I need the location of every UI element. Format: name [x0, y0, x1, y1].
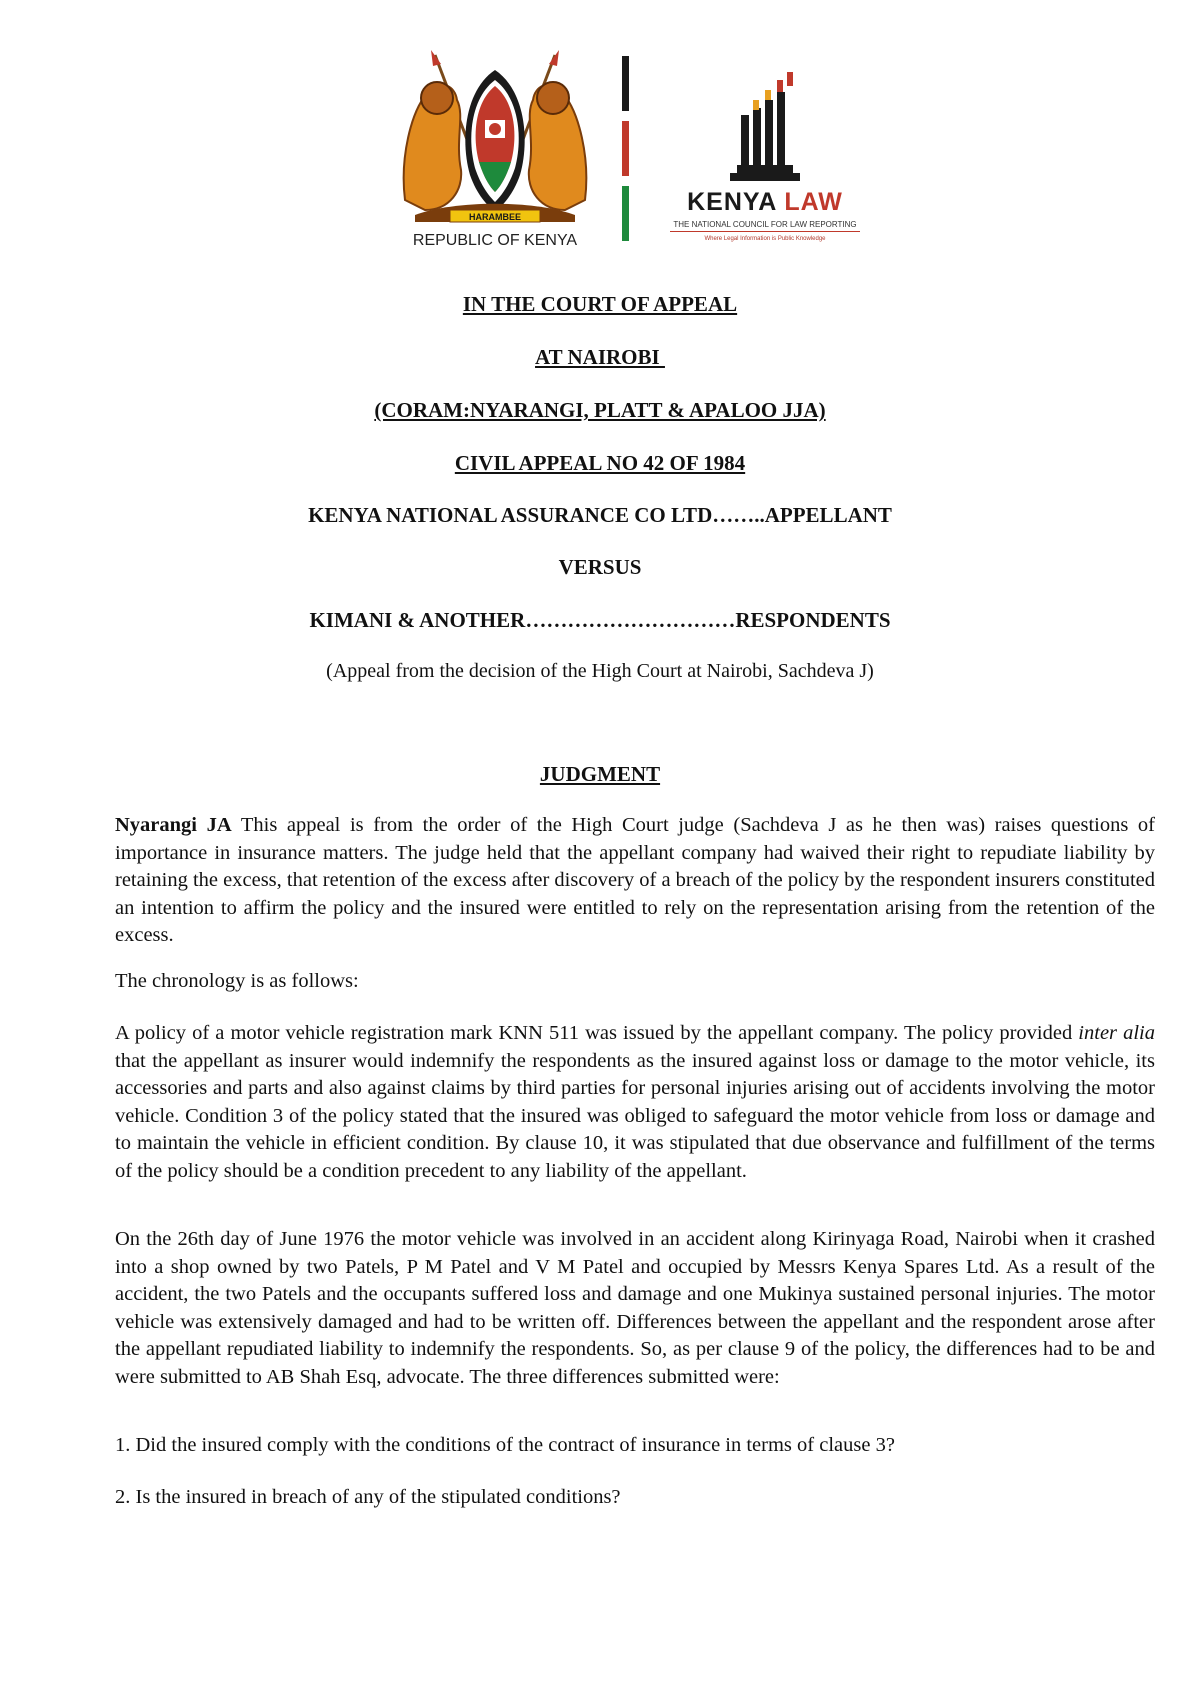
kenya-law-subtitle: THE NATIONAL COUNCIL FOR LAW REPORTING [670, 220, 860, 232]
republic-of-kenya-caption: REPUBLIC OF KENYA [412, 232, 578, 249]
coram: (CORAM:NYARANGI, PLATT & APALOO JJA) [374, 398, 826, 422]
paragraph-1: Nyarangi JA This appeal is from the order of the High Court judge (Sachdeva J as he then was) raises questions of importance in insurance matters. The judge held that the appellant company had waived their right to repudiate liability by retaining the excess, that retention of the excess after discovery of a breach of the policy by the respondent insurers constituted an intention to affirm the policy and the insured were entitled to rely on the representation arising from the retention of the excess. [115, 814, 1156, 947]
paragraph-4: On the 26th day of June 1976 the motor vehicle was involved in an accident along Kirinyaga Road, Nairobi when it crashed into a shop owned by two Patels, P M Patel and V M Patel and occupied by Messrs Kenya Spares Ltd. As a result of the accident, the two Patels and the occupants suffered loss and damage and one Mukinya sustained personal injuries. The motor vehicle was extensively damaged and had to be written off. Differences between the appellant and the respondent arose after the appellant repudiated liability to indemnify the respondents. So, as per clause 9 of the policy, the differences had to be and were submitted to AB Shah Esq, advocate. The three differences submitted were: [115, 1228, 1155, 1388]
kenya-law-wordmark: KENYA LAW [687, 188, 843, 216]
versus-line: VERSUS [558, 555, 642, 579]
question-1: 1. Did the insured comply with the conditions of the contract of insurance in terms of clause 3? [115, 1434, 895, 1456]
document-header [0, 50, 1200, 260]
appellant-line: KENYA NATIONAL ASSURANCE CO LTD……..APPELLANT [308, 503, 892, 527]
court-title: IN THE COURT OF APPEAL [462, 292, 738, 316]
paragraph-2: The chronology is as follows: [115, 970, 359, 992]
judgment-title: JUDGMENT [539, 762, 661, 786]
appeal-number: CIVIL APPEAL NO 42 OF 1984 [454, 451, 746, 475]
coat-of-arms-logo [395, 50, 595, 240]
court-location: AT NAIROBI [535, 345, 665, 369]
question-2: 2. Is the insured in breach of any of the stipulated conditions? [115, 1486, 621, 1508]
kenya-law-tagline: Where Legal Information is Public Knowledge [704, 236, 826, 242]
appeal-origin: (Appeal from the decision of the High Court at Nairobi, Sachdeva J) [326, 660, 874, 682]
coat-motto: HARAMBEE [468, 212, 522, 222]
flag-divider [622, 56, 629, 241]
judge-name: Nyarangi JA [115, 814, 232, 836]
paragraph-3: A policy of a motor vehicle registration mark KNN 511 was issued by the appellant company. The policy provided inter alia that the appellant as insurer would indemnify the respondents as the insured against loss or damage to the motor vehicle, its accessories and parts and also against claims by third parties for personal injuries arising out of accidents involving the motor vehicle. Condition 3 of the policy stated that the insured was obliged to safeguard the motor vehicle from loss or damage and to maintain the vehicle in efficient condition. By clause 10, it was stipulated that due observance and fulfillment of the terms of the policy should be a condition precedent to any liability of the appellant. [115, 1022, 1156, 1182]
respondents-line: KIMANI & ANOTHER…………………………RESPONDENTS [309, 608, 891, 632]
